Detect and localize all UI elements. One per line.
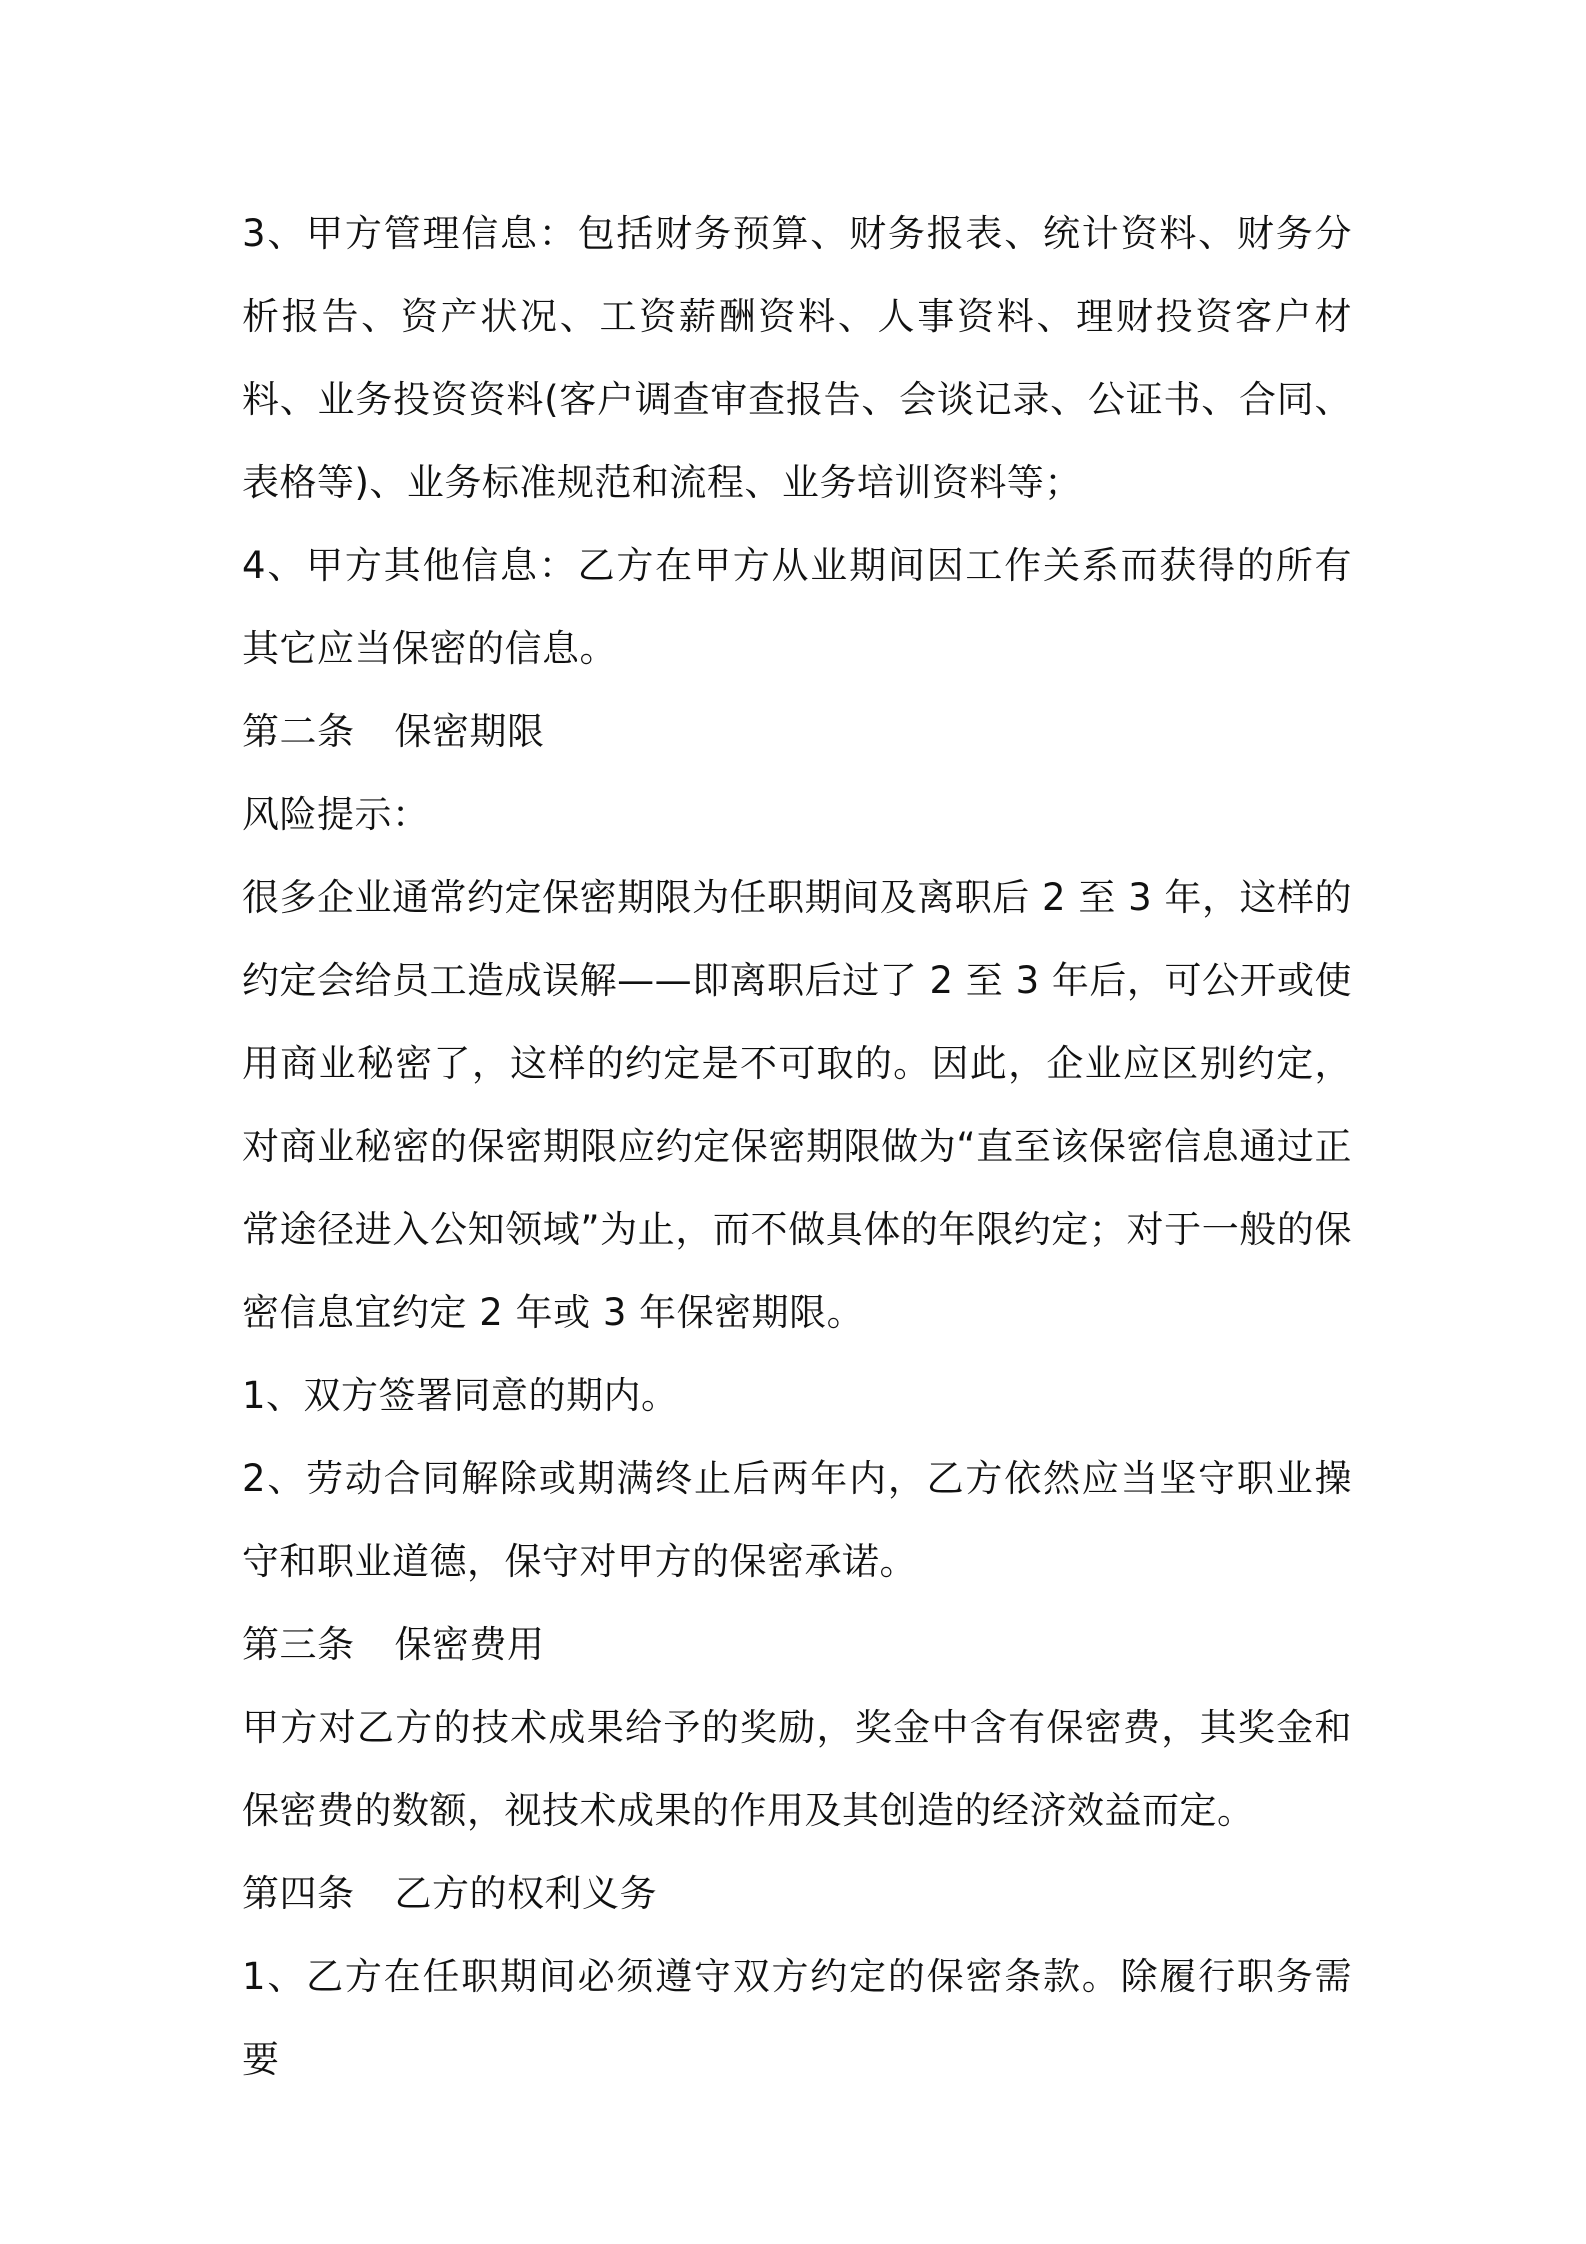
risk-note-text: 很多企业通常约定保密期限为任职期间及离职后 2 至 3 年，这样的约定会给员工造成误解——即离职后过了 2 至 3 年后，可公开或使用商业秘密了，这样的约定是不可取的。因此，企业应区别约定，对商业秘密的保密期限应约定保密期限做为“直至该保密信息通过正常途径进入公知领域”为止，而不做具体的年限约定；对于一般的保密信息宜约定 2 年或 3 年保密期限。 xyxy=(242,876,1352,1334)
article-title: 保密费用 xyxy=(394,1623,545,1666)
article-number: 第二条 xyxy=(242,710,355,753)
rights-item-1: 1、乙方在任职期间必须遵守双方约定的保密条款。除履行职务需要 xyxy=(242,1955,1352,2081)
document-page xyxy=(242,192,1352,2101)
article-3-heading xyxy=(242,1603,1352,1686)
article-2-heading xyxy=(242,690,1352,773)
clause-item-4-other-info: 4、甲方其他信息：乙方在甲方从业期间因工作关系而获得的所有其它应当保密的信息。 xyxy=(242,544,1352,670)
article-number: 第三条 xyxy=(242,1623,355,1666)
article-title: 保密期限 xyxy=(394,710,545,753)
term-item-1: 1、双方签署同意的期内。 xyxy=(242,1374,679,1417)
article-4-heading xyxy=(242,1852,1352,1935)
article-title: 乙方的权利义务 xyxy=(394,1872,657,1915)
fee-paragraph: 甲方对乙方的技术成果给予的奖励，奖金中含有保密费，其奖金和保密费的数额，视技术成果的作用及其创造的经济效益而定。 xyxy=(242,1706,1352,1832)
term-item-2: 2、劳动合同解除或期满终止后两年内，乙方依然应当坚守职业操守和职业道德，保守对甲方的保密承诺。 xyxy=(242,1457,1352,1583)
article-number: 第四条 xyxy=(242,1872,355,1915)
clause-item-3-management-info: 3、甲方管理信息：包括财务预算、财务报表、统计资料、财务分析报告、资产状况、工资薪酬资料、人事资料、理财投资客户材料、业务投资资料(客户调查审查报告、会谈记录、公证书、合同、表格等)、业务标准规范和流程、业务培训资料等； xyxy=(242,212,1352,504)
risk-note-label: 风险提示： xyxy=(242,793,430,836)
